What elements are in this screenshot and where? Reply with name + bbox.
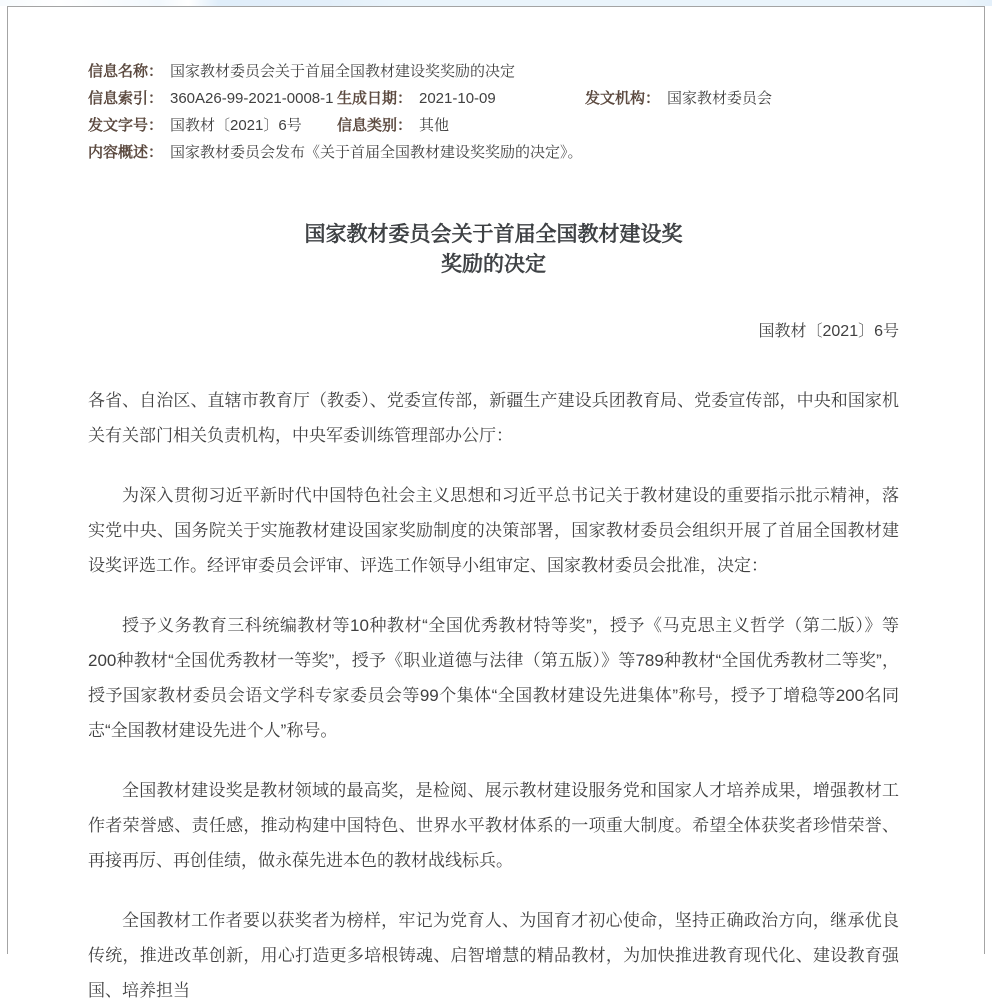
meta-label: 发文机构：: [585, 90, 661, 107]
meta-row: [88, 114, 899, 141]
document-reference-number: 国教材〔2021〕6号: [758, 323, 899, 340]
meta-label: 信息类别：: [337, 117, 413, 134]
meta-label: 内容概述：: [88, 144, 164, 161]
meta-value: 国教材〔2021〕6号: [170, 117, 302, 134]
meta-field-issuing-org: [585, 87, 772, 108]
meta-value: 其他: [419, 117, 450, 134]
meta-value: 国家教材委员会发布《关于首届全国教材建设奖奖励的决定》。: [170, 144, 583, 161]
document-panel: [7, 6, 985, 1000]
document-metadata: [88, 60, 899, 168]
meta-value: 2021-10-09: [419, 90, 496, 107]
meta-field-info-name: [88, 60, 515, 81]
meta-label: 发文字号：: [88, 117, 164, 134]
meta-field-summary: [88, 141, 583, 162]
meta-label: 信息索引：: [88, 90, 164, 107]
meta-row: [88, 87, 899, 114]
meta-row: [88, 141, 899, 168]
meta-value: 360A26-99-2021-0008-1: [170, 90, 334, 107]
body-paragraph: 授予义务教育三科统编教材等10种教材“全国优秀教材特等奖”，授予《马克思主义哲学（第二版）》等200种教材“全国优秀教材一等奖”，授予《职业道德与法律（第五版）》等789种教材“全国优秀教材二等奖”，授予国家教材委员会语文学科专家委员会等99个集体“全国教材建设先进集体”称号，授予丁增稳等200名同志“全国教材建设先进个人”称号。: [88, 616, 899, 740]
meta-row: [88, 60, 899, 87]
meta-value: 国家教材委员会关于首届全国教材建设奖奖励的决定: [170, 63, 516, 80]
document-body: [88, 383, 899, 1008]
meta-field-gen-date: [337, 87, 496, 108]
meta-field-doc-number: [88, 114, 302, 135]
meta-field-info-index: [88, 87, 333, 108]
body-paragraph: 全国教材工作者要以获奖者为榜样，牢记为党育人、为国育才初心使命，坚持正确政治方向，继承优良传统，推进改革创新，用心打造更多培根铸魂、启智增慧的精品教材，为加快推进教育现代化、建设教育强国、培养担当: [88, 911, 899, 1000]
meta-label: 信息名称：: [88, 63, 164, 80]
document-title-line2: 奖励的决定: [441, 253, 546, 276]
body-paragraph-addressees: 各省、自治区、直辖市教育厅（教委）、党委宣传部，新疆生产建设兵团教育局、党委宣传部，中央和国家机关有关部门相关负责机构，中央军委训练管理部办公厅：: [88, 391, 899, 445]
body-paragraph: 为深入贯彻习近平新时代中国特色社会主义思想和习近平总书记关于教材建设的重要指示批示精神，落实党中央、国务院关于实施教材建设国家奖励制度的决策部署，国家教材委员会组织开展了首届全国教材建设奖评选工作。经评审委员会评审、评选工作领导小组审定、国家教材委员会批准，决定：: [88, 486, 899, 575]
meta-field-info-category: [337, 114, 449, 135]
document-title: [88, 220, 899, 280]
meta-value: 国家教材委员会: [667, 90, 773, 107]
document-title-line1: 国家教材委员会关于首届全国教材建设奖: [304, 223, 683, 246]
body-paragraph: 全国教材建设奖是教材领域的最高奖，是检阅、展示教材建设服务党和国家人才培养成果，增强教材工作者荣誉感、责任感，推动构建中国特色、世界水平教材体系的一项重大制度。希望全体获奖者珍惜荣誉、再接再厉、再创佳绩，做永葆先进本色的教材战线标兵。: [88, 781, 899, 870]
meta-label: 生成日期：: [337, 90, 413, 107]
